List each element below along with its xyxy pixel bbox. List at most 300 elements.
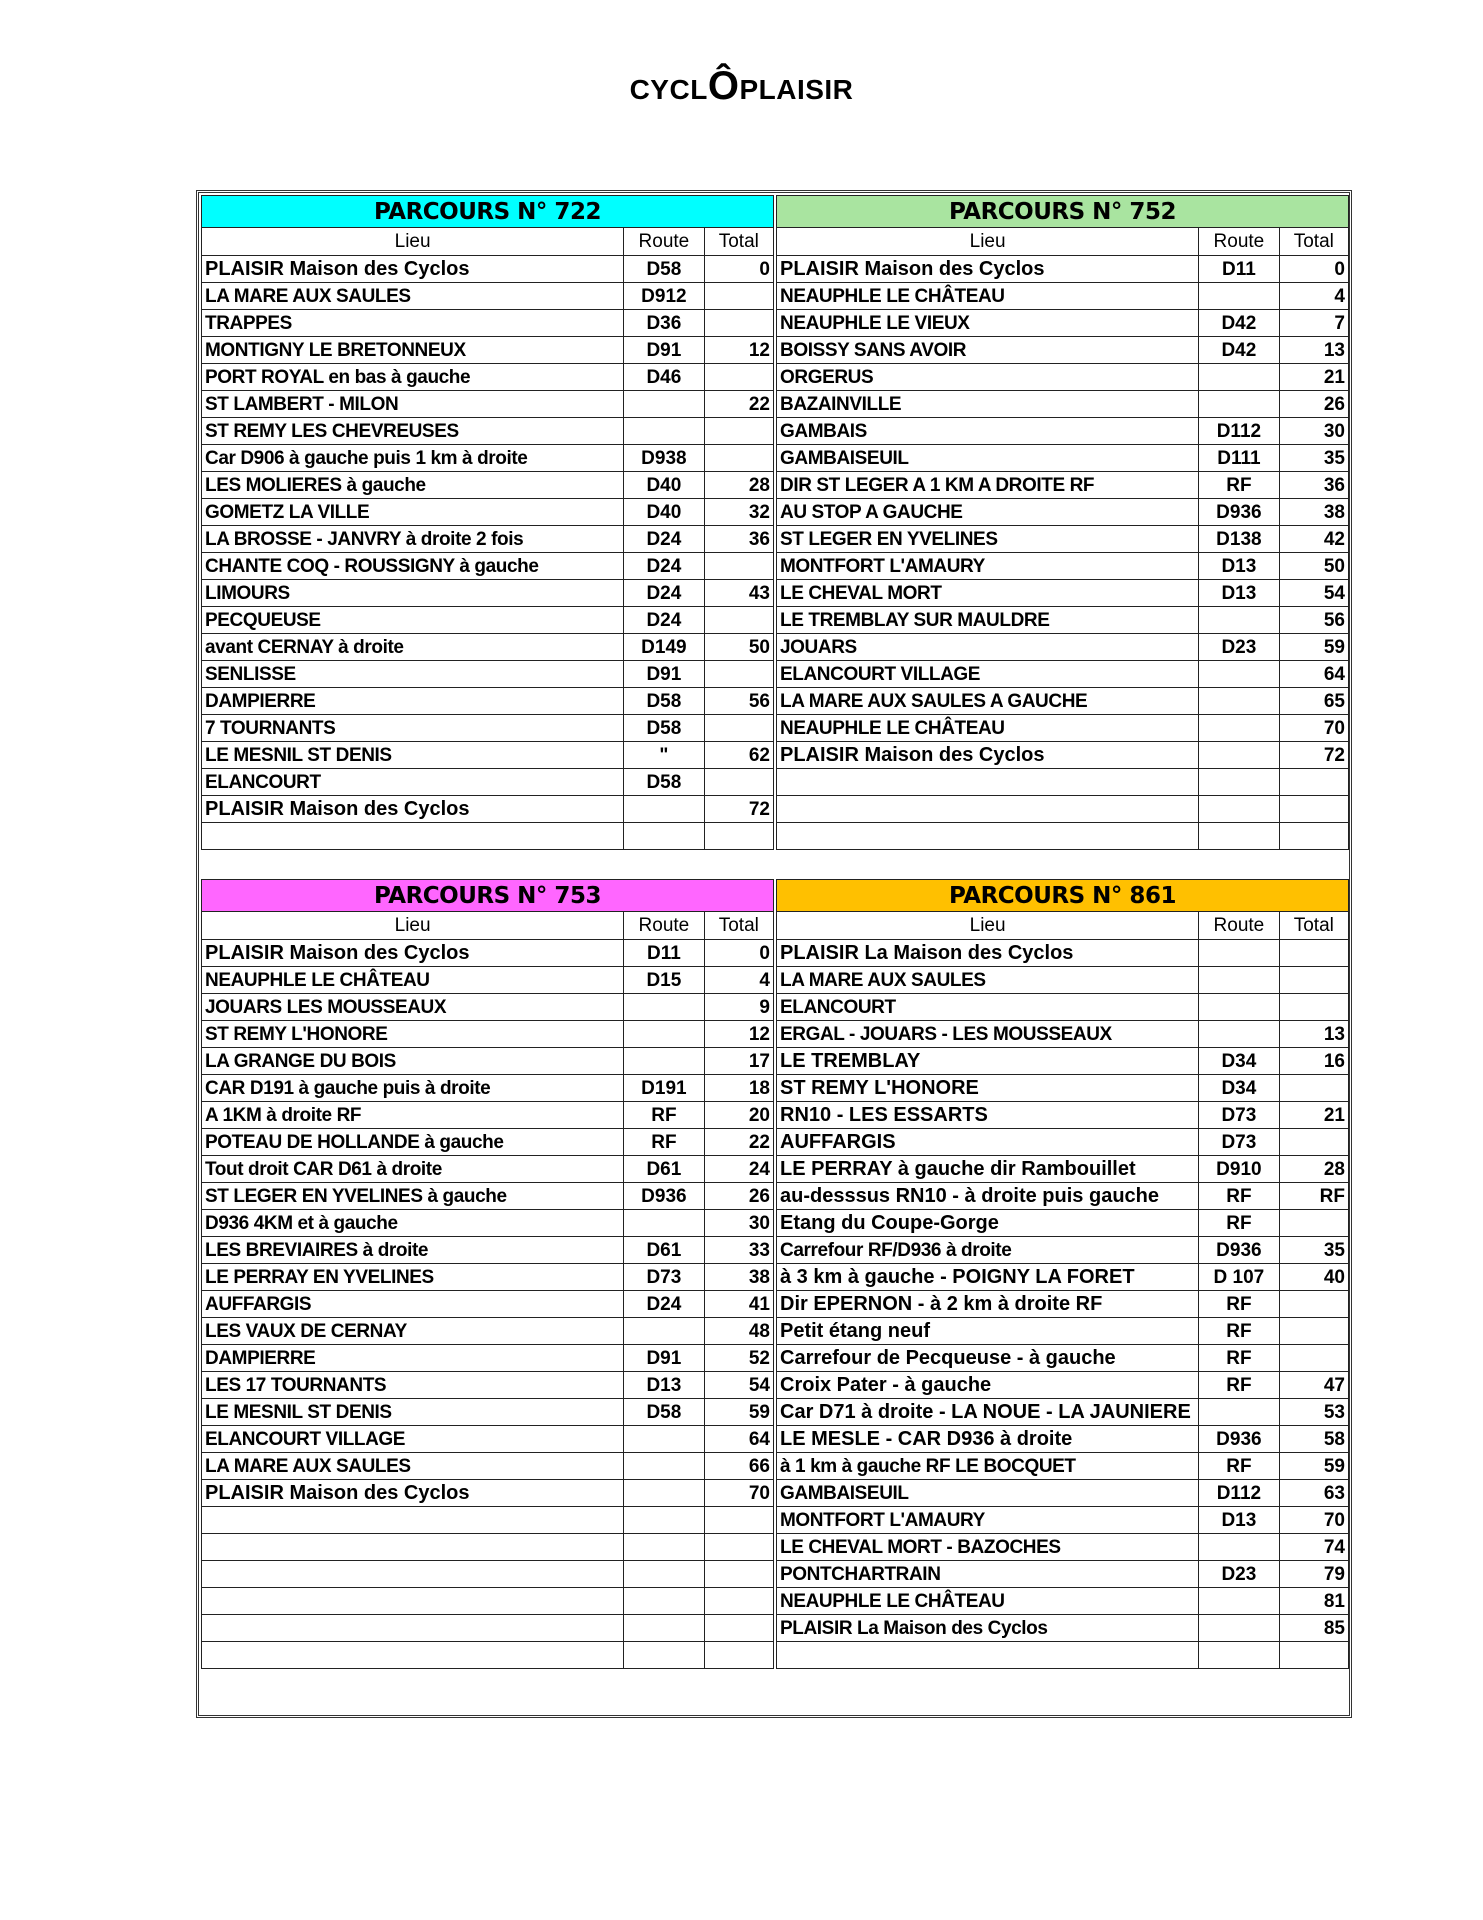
route-cell [624,1210,704,1237]
lieu-cell: LA MARE AUX SAULES [777,967,1199,994]
total-cell: 43 [704,580,773,607]
total-cell [1279,1129,1348,1156]
lieu-cell: PLAISIR Maison des Cyclos [777,256,1199,283]
route-cell [1199,688,1279,715]
lieu-cell: au-desssus RN10 - à droite puis gauche [777,1183,1199,1210]
lieu-cell: DIR ST LEGER A 1 KM A DROITE RF [777,472,1199,499]
parcours-752 [776,195,1349,850]
lieu-cell: ELANCOURT VILLAGE [777,661,1199,688]
table-row [202,1183,774,1210]
column-header-total: Total [1279,912,1348,940]
table-row [202,1615,774,1642]
lieu-cell [777,796,1199,823]
route-cell: D13 [1199,580,1279,607]
total-cell [1279,940,1348,967]
route-cell: D15 [624,967,704,994]
route-cell [1199,1642,1279,1669]
column-header-total: Total [704,228,773,256]
total-cell: 32 [704,499,773,526]
table-row [202,1642,774,1669]
route-cell: D936 [624,1183,704,1210]
total-cell [1279,994,1348,1021]
column-header-route: Route [624,912,704,940]
table-row [777,1372,1349,1399]
lieu-cell: POTEAU DE HOLLANDE à gauche [202,1129,624,1156]
table-row [777,364,1349,391]
total-cell: 59 [1279,1453,1348,1480]
lieu-cell: ELANCOURT [777,994,1199,1021]
lieu-cell: ST LEGER EN YVELINES [777,526,1199,553]
table-row [777,1291,1349,1318]
route-table [201,879,774,1669]
lieu-cell: Tout droit CAR D61 à droite [202,1156,624,1183]
route-cell: D73 [1199,1102,1279,1129]
table-row [202,256,774,283]
table-row [202,1291,774,1318]
table-row [777,1183,1349,1210]
lieu-cell: LA MARE AUX SAULES [202,1453,624,1480]
route-cell [624,994,704,1021]
table-row [202,1345,774,1372]
table-row [777,283,1349,310]
route-cell [1199,364,1279,391]
table-row [777,1156,1349,1183]
route-cell [624,1615,704,1642]
lieu-cell: PORT ROYAL en bas à gauche [202,364,624,391]
table-row [777,1561,1349,1588]
table-row [777,967,1349,994]
parcours-title: PARCOURS N° 861 [777,880,1349,912]
total-cell [704,607,773,634]
total-cell [704,769,773,796]
route-cell [624,1480,704,1507]
lieu-cell: LE CHEVAL MORT [777,580,1199,607]
total-cell [704,364,773,391]
table-row [777,1264,1349,1291]
route-cell [1199,769,1279,796]
total-cell [704,1534,773,1561]
total-cell [704,310,773,337]
lieu-cell: NEAUPHLE LE CHÂTEAU [777,1588,1199,1615]
table-row [777,472,1349,499]
table-row [202,1399,774,1426]
table-row [777,661,1349,688]
total-cell: 35 [1279,1237,1348,1264]
total-cell: 22 [704,391,773,418]
table-row [777,310,1349,337]
total-cell [1279,1642,1348,1669]
route-cell: RF [1199,1318,1279,1345]
route-cell: D58 [624,256,704,283]
table-row [202,1129,774,1156]
lieu-cell: Carrefour de Pecqueuse - à gauche [777,1345,1199,1372]
parcours-title: PARCOURS N° 752 [777,196,1349,228]
route-cell [1199,283,1279,310]
route-cell: D13 [624,1372,704,1399]
lieu-cell: MONTFORT L'AMAURY [777,553,1199,580]
table-row [777,1426,1349,1453]
total-cell: RF [1279,1183,1348,1210]
route-cell: D91 [624,1345,704,1372]
total-cell: 30 [1279,418,1348,445]
lieu-cell: CHANTE COQ - ROUSSIGNY à gauche [202,553,624,580]
table-row [202,472,774,499]
total-cell: 63 [1279,1480,1348,1507]
route-cell [1199,742,1279,769]
lieu-cell: NEAUPHLE LE CHÂTEAU [777,715,1199,742]
lieu-cell: ELANCOURT [202,769,624,796]
total-cell: 42 [1279,526,1348,553]
route-cell [624,1642,704,1669]
table-row [202,688,774,715]
table-row [777,1210,1349,1237]
lieu-cell: à 3 km à gauche - POIGNY LA FORET [777,1264,1199,1291]
total-cell: 26 [1279,391,1348,418]
route-cell [624,796,704,823]
total-cell: 4 [1279,283,1348,310]
lieu-cell: BOISSY SANS AVOIR [777,337,1199,364]
route-cell: D112 [1199,418,1279,445]
route-cell [1199,1615,1279,1642]
lieu-cell [202,1588,624,1615]
table-row [202,1264,774,1291]
table-row [202,499,774,526]
lieu-cell: A 1KM à droite RF [202,1102,624,1129]
total-cell: 65 [1279,688,1348,715]
lieu-cell: avant CERNAY à droite [202,634,624,661]
total-cell: 7 [1279,310,1348,337]
route-cell: D13 [1199,1507,1279,1534]
lieu-cell: Petit étang neuf [777,1318,1199,1345]
total-cell [704,1588,773,1615]
total-cell [704,1642,773,1669]
table-row [202,1102,774,1129]
table-row [202,1588,774,1615]
route-cell: D34 [1199,1048,1279,1075]
route-cell: D58 [624,715,704,742]
route-cell: D34 [1199,1075,1279,1102]
route-cell [624,823,704,850]
total-cell [704,1507,773,1534]
table-row [777,391,1349,418]
table-row [777,526,1349,553]
lieu-cell [777,1642,1199,1669]
total-cell [704,715,773,742]
route-cell [624,1426,704,1453]
total-cell: 12 [704,337,773,364]
total-cell: 12 [704,1021,773,1048]
table-row [202,1534,774,1561]
lieu-cell: LIMOURS [202,580,624,607]
total-cell [704,553,773,580]
route-cell: D11 [1199,256,1279,283]
lieu-cell: LE TREMBLAY SUR MAULDRE [777,607,1199,634]
lieu-cell [202,1642,624,1669]
table-row [202,283,774,310]
table-row [777,634,1349,661]
lieu-cell: LE CHEVAL MORT - BAZOCHES [777,1534,1199,1561]
table-row [777,940,1349,967]
lieu-cell [202,1534,624,1561]
table-row [777,337,1349,364]
lieu-cell: NEAUPHLE LE CHÂTEAU [202,967,624,994]
lieu-cell: SENLISSE [202,661,624,688]
route-cell: D40 [624,472,704,499]
route-cell [624,1318,704,1345]
total-cell: 30 [704,1210,773,1237]
route-cell: " [624,742,704,769]
route-cell: RF [624,1102,704,1129]
route-cell: D936 [1199,1426,1279,1453]
total-cell [1279,1345,1348,1372]
total-cell [1279,1075,1348,1102]
total-cell: 74 [1279,1534,1348,1561]
total-cell [704,661,773,688]
lieu-cell: LE MESNIL ST DENIS [202,742,624,769]
total-cell: 70 [704,1480,773,1507]
lieu-cell: PONTCHARTRAIN [777,1561,1199,1588]
lieu-cell: Carrefour RF/D936 à droite [777,1237,1199,1264]
route-cell: RF [1199,1372,1279,1399]
table-row [777,1507,1349,1534]
total-cell: 50 [704,634,773,661]
route-cell: D24 [624,607,704,634]
route-cell [624,1021,704,1048]
table-row [777,1048,1349,1075]
table-row [202,580,774,607]
route-cell [624,1507,704,1534]
table-row [202,940,774,967]
total-cell: 13 [1279,1021,1348,1048]
lieu-cell: MONTFORT L'AMAURY [777,1507,1199,1534]
route-cell: D91 [624,337,704,364]
route-cell: D24 [624,526,704,553]
page-title: CYCLÔPLAISIR [629,64,854,108]
lieu-cell: PLAISIR Maison des Cyclos [777,742,1199,769]
route-cell: RF [624,1129,704,1156]
route-cell: D936 [1199,1237,1279,1264]
route-cell [1199,715,1279,742]
route-cell: D91 [624,661,704,688]
lieu-cell: DAMPIERRE [202,1345,624,1372]
lieu-cell: LE PERRAY à gauche dir Rambouillet [777,1156,1199,1183]
table-row [202,1480,774,1507]
total-cell [1279,967,1348,994]
column-header-route: Route [1199,912,1279,940]
table-row [777,769,1349,796]
lieu-cell: ST LEGER EN YVELINES à gauche [202,1183,624,1210]
route-cell [624,1453,704,1480]
route-cell [1199,796,1279,823]
table-row [202,310,774,337]
route-cell [1199,1588,1279,1615]
route-cell: RF [1199,1210,1279,1237]
route-cell: RF [1199,1291,1279,1318]
route-cell: D 107 [1199,1264,1279,1291]
total-cell [1279,1291,1348,1318]
total-cell: 33 [704,1237,773,1264]
route-cell [1199,607,1279,634]
table-row [202,994,774,1021]
total-cell: 28 [704,472,773,499]
total-cell: 38 [1279,499,1348,526]
lieu-cell: PLAISIR Maison des Cyclos [202,796,624,823]
table-row [202,823,774,850]
route-cell: D24 [624,580,704,607]
column-header-lieu: Lieu [202,228,624,256]
column-header-total: Total [1279,228,1348,256]
table-row [202,1075,774,1102]
table-row [777,688,1349,715]
route-cell [1199,967,1279,994]
total-cell: 9 [704,994,773,1021]
total-cell: 20 [704,1102,773,1129]
lieu-cell: 7 TOURNANTS [202,715,624,742]
total-cell: 62 [704,742,773,769]
route-cell: D24 [624,1291,704,1318]
table-row [777,1318,1349,1345]
table-row [202,1048,774,1075]
parcours-722 [201,195,774,850]
table-row [202,715,774,742]
total-cell: 36 [704,526,773,553]
total-cell: 41 [704,1291,773,1318]
table-row [777,580,1349,607]
lieu-cell: PLAISIR La Maison des Cyclos [777,940,1199,967]
table-row [202,1453,774,1480]
column-header-lieu: Lieu [202,912,624,940]
table-row [777,796,1349,823]
table-row [777,1021,1349,1048]
total-cell [1279,1210,1348,1237]
route-table [776,195,1349,850]
total-cell [1279,1318,1348,1345]
table-row [777,1480,1349,1507]
lieu-cell: BAZAINVILLE [777,391,1199,418]
total-cell: 48 [704,1318,773,1345]
total-cell: 13 [1279,337,1348,364]
total-cell: 52 [704,1345,773,1372]
table-row [777,715,1349,742]
route-cell [1199,1534,1279,1561]
total-cell: 0 [704,940,773,967]
total-cell: 53 [1279,1399,1348,1426]
table-row [202,337,774,364]
lieu-cell: LA GRANGE DU BOIS [202,1048,624,1075]
lieu-cell: LES MOLIERES à gauche [202,472,624,499]
total-cell: 0 [1279,256,1348,283]
table-row [202,1372,774,1399]
total-cell [704,445,773,472]
total-cell: 0 [704,256,773,283]
route-cell: D42 [1199,337,1279,364]
total-cell: 17 [704,1048,773,1075]
table-row [777,1534,1349,1561]
total-cell: 58 [1279,1426,1348,1453]
table-row [777,256,1349,283]
route-cell [624,1048,704,1075]
total-cell: 26 [704,1183,773,1210]
lieu-cell: D936 4KM et à gauche [202,1210,624,1237]
route-cell [1199,391,1279,418]
table-row [777,994,1349,1021]
route-cell [1199,1399,1279,1426]
lieu-cell: ST REMY L'HONORE [202,1021,624,1048]
route-cell: D36 [624,310,704,337]
total-cell [1279,823,1348,850]
table-row [202,796,774,823]
total-cell: 70 [1279,1507,1348,1534]
total-cell: 72 [704,796,773,823]
table-row [202,1426,774,1453]
lieu-cell: AU STOP A GAUCHE [777,499,1199,526]
lieu-cell: LA MARE AUX SAULES A GAUCHE [777,688,1199,715]
route-cell [624,1588,704,1615]
table-row [777,823,1349,850]
table-row [777,1129,1349,1156]
column-header-total: Total [704,912,773,940]
total-cell: 40 [1279,1264,1348,1291]
total-cell: 56 [704,688,773,715]
route-cell: D912 [624,283,704,310]
lieu-cell: PLAISIR Maison des Cyclos [202,940,624,967]
route-cell: D46 [624,364,704,391]
total-cell: 16 [1279,1048,1348,1075]
parcours-title: PARCOURS N° 753 [202,880,774,912]
total-cell: 28 [1279,1156,1348,1183]
lieu-cell: ST REMY LES CHEVREUSES [202,418,624,445]
route-table [776,879,1349,1669]
total-cell [704,823,773,850]
total-cell: 36 [1279,472,1348,499]
route-cell: D73 [1199,1129,1279,1156]
total-cell: 47 [1279,1372,1348,1399]
route-cell: D58 [624,1399,704,1426]
lieu-cell: GAMBAISEUIL [777,445,1199,472]
route-cell: RF [1199,1183,1279,1210]
total-cell: 59 [704,1399,773,1426]
total-cell: 64 [704,1426,773,1453]
column-header-lieu: Lieu [777,228,1199,256]
total-cell: 21 [1279,364,1348,391]
route-cell: D936 [1199,499,1279,526]
lieu-cell: MONTIGNY LE BRETONNEUX [202,337,624,364]
total-cell: 38 [704,1264,773,1291]
table-row [202,967,774,994]
column-header-route: Route [1199,228,1279,256]
table-row [777,418,1349,445]
lieu-cell: ORGERUS [777,364,1199,391]
lieu-cell: ERGAL - JOUARS - LES MOUSSEAUX [777,1021,1199,1048]
total-cell: 85 [1279,1615,1348,1642]
lieu-cell: PLAISIR La Maison des Cyclos [777,1615,1199,1642]
table-row [777,1588,1349,1615]
table-row [202,1021,774,1048]
lieu-cell: ST LAMBERT - MILON [202,391,624,418]
table-row [202,1561,774,1588]
lieu-cell: Etang du Coupe-Gorge [777,1210,1199,1237]
lieu-cell [202,1615,624,1642]
route-cell: D938 [624,445,704,472]
lieu-cell: LA BROSSE - JANVRY à droite 2 fois [202,526,624,553]
lieu-cell [202,823,624,850]
route-cell [1199,940,1279,967]
route-cell [624,391,704,418]
route-cell: D13 [1199,553,1279,580]
table-row [202,1237,774,1264]
table-row [202,418,774,445]
route-cell: D910 [1199,1156,1279,1183]
